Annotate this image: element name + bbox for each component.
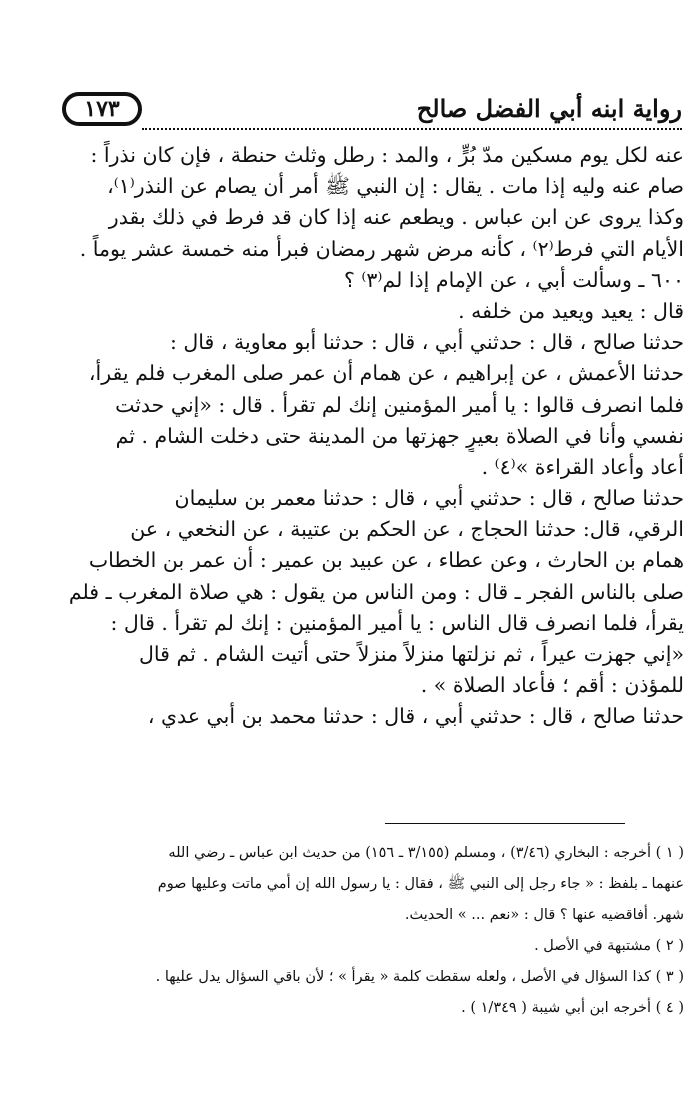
text-line: يقرأ، فلما انصرف قال الناس : يا أمير المؤمنين : إنك لم تقرأ . قال : <box>110 610 684 635</box>
text-line: فلما انصرف قالوا : يا أمير المؤمنين إنك لم تقرأ . قال : «إني حدثت <box>115 392 684 417</box>
text-line: قال : يعيد ويعيد من خلفه . <box>458 298 684 323</box>
footnote-line: ( ٣ ) كذا السؤال في الأصل ، ولعله سقطت كلمة « يقرأ » ؛ لأن باقي السؤال يدل عليها . <box>155 969 684 985</box>
footnote-line: ( ٤ ) أخرجه ابن أبي شيبة ( ١/٣٤٩ ) . <box>461 1000 684 1016</box>
footnote-separator <box>385 823 625 824</box>
text-line: صام عنه وليه إذا مات . يقال : إن النبي ﷺ أمر أن يصام عن النذر⁽١⁾، <box>107 174 684 199</box>
text-line: الرقي، قال: حدثنا الحجاج ، عن الحكم بن عتيبة ، عن النخعي ، عن <box>130 517 684 542</box>
question-600-line: ٦٠٠ ـ وسألت أبي ، عن الإمام إذا لم⁽٣⁾ ؟ <box>343 267 684 292</box>
footnote-line: ( ١ ) أخرجه : البخاري (٣/٤٦) ، ومسلم (٣/١٥٥ ـ ١٥٦) من حديث ابن عباس ـ رضي الله <box>168 845 684 861</box>
text-line: حدثنا صالح ، قال : حدثني أبي ، قال : حدثنا معمر بن سليمان <box>174 486 684 511</box>
page-number-badge <box>62 92 142 126</box>
text-line: وكذا يروى عن ابن عباس . ويطعم عنه إذا كان قد فرط في ذلك بقدر <box>108 205 684 230</box>
footnotes <box>56 838 684 1024</box>
text-line: «إني جهزت عيراً ، ثم نزلتها منزلاً منزلاً حتى أتيت الشام . ثم قال <box>139 642 684 666</box>
page-header <box>62 90 682 134</box>
footnote-line: عنهما ـ بلفظ : « جاء رجل إلى النبي ﷺ ، فقال : يا رسول الله إن أمي ماتت وعليها صوم <box>157 876 684 892</box>
footnote-line: شهر. أفاقضيه عنها ؟ قال : «نعم ... » الحديث. <box>404 907 684 923</box>
text-line: حدثنا صالح ، قال : حدثني أبي ، قال : حدثنا محمد بن أبي عدي ، <box>147 704 684 729</box>
text-line: للمؤذن : أقم ؛ فأعاد الصلاة » . <box>420 673 684 698</box>
text-line: حدثنا صالح ، قال : حدثني أبي ، قال : حدثنا أبو معاوية ، قال : <box>169 330 684 355</box>
text-line: صلى بالناس الفجر ـ قال : ومن الناس من يقول : هي صلاة المغرب ـ فلم <box>68 579 684 604</box>
text-line: الأيام التي فرط⁽٢⁾ ، كأنه مرض شهر رمضان فبرأ منه خمسة عشر يوماً . <box>79 236 684 261</box>
text-line: همام بن الحارث ، وعن عطاء ، عن عبيد بن عمير : أن عمر بن الخطاب <box>88 548 684 573</box>
page-number: ١٧٣ <box>84 96 120 122</box>
text-line: عنه لكل يوم مسكين مدّ بُرٍّ ، والمد : رطل وثلث حنطة ، فإن كان نذراً : <box>90 143 684 167</box>
running-title: رواية ابنه أبي الفضل صالح <box>416 94 682 123</box>
footnote-line: ( ٢ ) مشتبهة في الأصل . <box>534 938 684 954</box>
text-line: حدثنا الأعمش ، عن إبراهيم ، عن همام أن عمر صلى المغرب فلم يقرأ، <box>88 361 684 386</box>
header-divider <box>142 128 682 130</box>
text-line: أعاد وأعاد القراءة »⁽٤⁾ . <box>481 454 684 479</box>
text-line: نفسي وأنا في الصلاة بعيرٍ جهزتها من المدينة حتى دخلت الشام . ثم <box>115 423 684 448</box>
main-text <box>56 140 684 733</box>
